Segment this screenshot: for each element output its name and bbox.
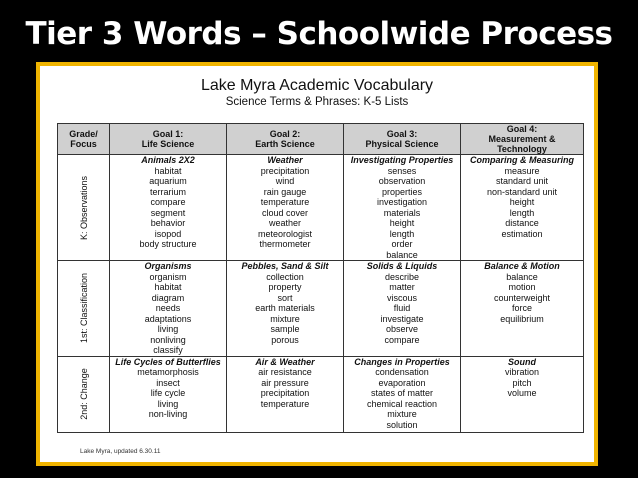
- vocab-word: earth materials: [255, 303, 315, 313]
- vocab-word: non-standard unit: [486, 186, 558, 197]
- table-row: [58, 356, 584, 432]
- vocab-word: body structure: [139, 239, 197, 249]
- vocab-word: cloud cover: [261, 207, 309, 218]
- grade-focus-label: K: Observations: [78, 175, 89, 240]
- vocab-word: meteorologist: [257, 228, 313, 239]
- unit-heading: Weather: [267, 155, 303, 165]
- vocab-word: fluid: [393, 303, 411, 313]
- unit-heading: Sound: [508, 356, 536, 367]
- vocab-word: living: [157, 324, 179, 334]
- goal-cell: [227, 155, 344, 261]
- vocab-word: precipitation: [260, 165, 310, 176]
- vocab-word: aquarium: [149, 176, 187, 186]
- vocab-word: behavior: [150, 218, 186, 228]
- vocabulary-table: [57, 123, 584, 433]
- vocab-word: mixture: [270, 313, 300, 324]
- vocab-word: compare: [150, 197, 186, 207]
- footer-note: Lake Myra, updated 6.30.11: [80, 448, 161, 455]
- vocab-word: measure: [504, 165, 540, 176]
- unit-heading: Pebbles, Sand & Silt: [241, 261, 329, 271]
- header-line: Grade/: [69, 129, 98, 139]
- vocab-word: force: [511, 303, 532, 313]
- unit-heading: Animals 2X2: [141, 155, 195, 165]
- vocab-word: sort: [277, 292, 293, 303]
- header-line: Life Science: [141, 139, 195, 149]
- goal-cell: [461, 155, 584, 261]
- header-line: Goal 4:: [506, 124, 538, 134]
- vocab-word: isopod: [154, 228, 182, 239]
- header-line: Earth Science: [255, 139, 315, 149]
- vocab-word: classify: [153, 345, 183, 355]
- vocab-word: collection: [266, 271, 304, 282]
- vocab-word: materials: [383, 207, 421, 218]
- vocab-word: mixture: [387, 409, 417, 419]
- vocab-word: estimation: [501, 228, 543, 239]
- header-goal-4: [461, 124, 584, 155]
- vocab-word: chemical reaction: [366, 398, 438, 409]
- table-row: [58, 261, 584, 357]
- goal-cell: [110, 155, 227, 261]
- vocab-word: evaporation: [378, 377, 426, 388]
- vocab-word: standard unit: [495, 176, 549, 186]
- goal-cell: [461, 356, 584, 432]
- vocab-word: air pressure: [261, 377, 309, 388]
- vocab-word: temperature: [260, 197, 310, 207]
- unit-heading: Solids & Liquids: [366, 261, 438, 271]
- header-goal-2: [227, 124, 344, 155]
- vocab-word: investigate: [380, 313, 424, 324]
- vocab-word: compare: [384, 334, 420, 345]
- vocab-word: condensation: [375, 367, 429, 377]
- header-line: Technology: [497, 144, 547, 154]
- goal-cell: [227, 261, 344, 357]
- vocab-word: porous: [271, 334, 299, 345]
- vocab-word: height: [389, 218, 415, 228]
- vocab-word: diagram: [151, 292, 185, 303]
- vocab-word: matter: [389, 282, 415, 292]
- vocab-word: weather: [268, 218, 302, 228]
- document-frame: [36, 62, 598, 466]
- vocab-word: metamorphosis: [137, 367, 199, 377]
- table-row: [58, 155, 584, 261]
- vocab-word: motion: [508, 282, 536, 292]
- vocab-word: length: [389, 228, 415, 239]
- goal-cell: [110, 356, 227, 432]
- unit-heading: Changes in Properties: [354, 356, 450, 367]
- header-grade-focus: [58, 124, 110, 155]
- vocab-word: length: [509, 207, 535, 218]
- vocab-word: investigation: [376, 197, 428, 207]
- vocab-word: habitat: [154, 282, 182, 292]
- goal-cell: [461, 261, 584, 357]
- vocab-word: states of matter: [370, 388, 434, 398]
- grade-focus-label: 1st: Classification: [78, 273, 89, 344]
- slide-title: Tier 3 Words – Schoolwide Process: [25, 16, 613, 52]
- vocab-word: solution: [386, 419, 418, 430]
- vocab-word: rain gauge: [263, 186, 307, 197]
- header-line: Physical Science: [365, 139, 439, 149]
- goal-cell: [344, 356, 461, 432]
- unit-heading: Balance & Motion: [484, 261, 560, 271]
- vocab-word: balance: [386, 249, 418, 260]
- vocab-word: life cycle: [150, 388, 186, 398]
- table-body: [58, 155, 584, 433]
- document-subtitle: Science Terms & Phrases: K-5 Lists: [225, 96, 409, 108]
- unit-heading: Air & Weather: [255, 356, 315, 367]
- vocab-word: counterweight: [493, 292, 551, 303]
- vocab-word: organism: [149, 271, 187, 282]
- vocab-word: balance: [506, 271, 538, 282]
- vocab-word: terrarium: [149, 186, 186, 197]
- header-line: Goal 1:: [152, 129, 184, 139]
- header-goal-3: [344, 124, 461, 155]
- vocab-word: viscous: [386, 292, 417, 303]
- grade-focus-cell: [58, 356, 110, 432]
- vocab-word: observe: [385, 324, 419, 334]
- document-title: Lake Myra Academic Vocabulary: [200, 77, 434, 94]
- unit-heading: Comparing & Measuring: [469, 155, 574, 165]
- vocab-word: wind: [275, 176, 295, 186]
- grade-focus-label: 2nd: Change: [78, 368, 89, 420]
- vocab-word: equilibrium: [500, 313, 544, 324]
- header-line: Measurement &: [488, 134, 556, 144]
- vocab-word: senses: [387, 165, 417, 176]
- grade-focus-cell: [58, 261, 110, 357]
- vocab-word: vibration: [504, 367, 540, 377]
- goal-cell: [344, 155, 461, 261]
- vocab-word: living: [157, 398, 179, 409]
- vocab-word: non-living: [148, 409, 188, 419]
- vocab-word: sample: [270, 324, 300, 334]
- vocab-word: thermometer: [259, 239, 311, 249]
- table-header-row: [58, 124, 584, 155]
- header-goal-1: [110, 124, 227, 155]
- vocab-word: observation: [378, 176, 426, 186]
- vocab-word: volume: [507, 388, 537, 398]
- goal-cell: [110, 261, 227, 357]
- vocab-word: height: [509, 197, 535, 207]
- goal-cell: [227, 356, 344, 432]
- header-line: Focus: [70, 139, 97, 149]
- vocab-word: precipitation: [260, 388, 310, 398]
- goal-cell: [344, 261, 461, 357]
- vocab-word: property: [268, 282, 302, 292]
- unit-heading: Life Cycles of Butterflies: [115, 356, 221, 367]
- vocab-word: order: [391, 239, 413, 249]
- vocab-word: describe: [384, 271, 420, 282]
- vocab-word: habitat: [154, 165, 182, 176]
- vocab-word: segment: [150, 207, 186, 218]
- vocab-word: properties: [381, 186, 423, 197]
- unit-heading: Investigating Properties: [350, 155, 454, 165]
- unit-heading: Organisms: [144, 261, 192, 271]
- vocab-word: nonliving: [150, 334, 186, 345]
- vocab-word: adaptations: [144, 313, 192, 324]
- header-line: Goal 2:: [269, 129, 301, 139]
- vocab-word: pitch: [512, 377, 532, 388]
- vocab-word: air resistance: [258, 367, 312, 377]
- vocab-word: temperature: [260, 398, 310, 409]
- vocab-word: distance: [505, 218, 539, 228]
- vocab-word: needs: [155, 303, 181, 313]
- header-line: Goal 3:: [386, 129, 418, 139]
- grade-focus-cell: [58, 155, 110, 261]
- vocab-word: insect: [156, 377, 180, 388]
